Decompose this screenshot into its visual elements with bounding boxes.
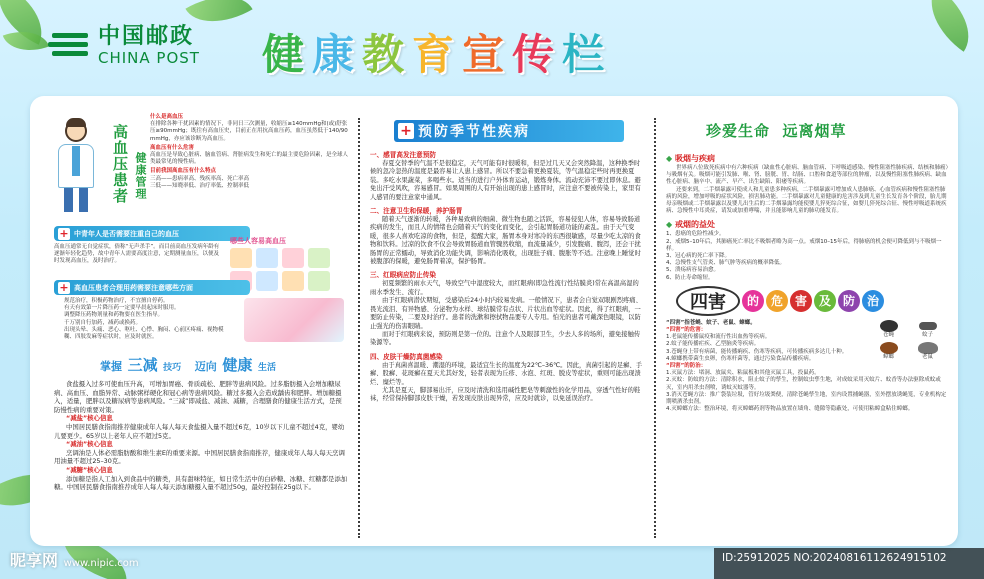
pests-prevention-heading: “四害”的防治： <box>666 363 707 370</box>
pests-prevention-item: 3.消灭苍蝇方法：推广袋装垃圾，管好垃圾粪便，清除苍蝇孳生地，室内设置捕蝇器，室外摆放诱蝇笼，专业机构定期喷洒杀虫剂。 <box>666 391 947 406</box>
pest-illustrations <box>866 320 946 363</box>
pests-harm-item: 3.苍蝇身上带有病菌，能传播痢疾、伤寒等疾病，可传播疾病多达几十种。 <box>666 348 848 355</box>
pests-harm-item: 4.蟑螂携带菌生虫卵，伤寒杆菌等，通过污染食品传播疾病。 <box>666 355 815 362</box>
risk-age-icon <box>282 271 304 291</box>
four-pests-title <box>676 286 950 316</box>
pest-label: 苍蝇 <box>882 331 894 338</box>
china-post-logo <box>48 26 200 66</box>
sugar-text: 添加糖是指人工加入到食品中的糖类，具有甜味特征，如日常生活中的白砂糖、冰糖、红糖都是添加糖。中国居民膳食指南推荐成年人每人每天添加糖摄入量不超过50g，最好控制在25g以下。 <box>54 474 348 492</box>
leaf-bullet-icon: ◆ <box>666 220 673 230</box>
section-text: 由于真菌喜温暖、潮湿的环境，最适宜生长的温度为22℃–36℃。因此，真菌引起的足癣、手癣、股癣、花斑癣在夏天尤其好发，轻者表现为丘疹、水泡、红斑、脱皮等症状，重则可能出现溃烂、糜烂等。 <box>370 361 643 386</box>
section-text: 尤其是夏天，脚部易出汗，应及时清洗和选用碱性肥皂等刺激性的化学用品，穿透气性好的鞋袜，经常保持脚部皮肤干燥，若发现皮肤出现异常，应及时就诊，以免延误治疗。 <box>370 386 641 403</box>
health-management-vertical-title: 健康管理 <box>134 152 147 200</box>
banner-label: 中青年人是否需要注重自己的血压 <box>74 229 179 238</box>
risk-stress-icon <box>282 248 304 268</box>
watermark-brand: 昵享网 www.nipic.com <box>10 551 139 570</box>
section-text: 初夏频繁的雨水天气，导致空气中湿度较大，而红眼病(即急性流行性结膜炎)常在高温高湿的雨水季发生、流行。 <box>370 280 639 296</box>
four-pests-title-char: 防 <box>838 290 860 312</box>
feature-line: 三高——患病率高、残疾率高、死亡率高 <box>150 175 250 182</box>
medical-cross-icon: + <box>398 123 414 139</box>
section-heading: 三、红眼病应防止传染 <box>370 271 436 280</box>
tip-item: 调整降压药物剂量和药物要在医生指导。 <box>64 312 164 319</box>
smoking-disease-heading: ◆ 吸烟与疾病 <box>666 154 715 163</box>
title-char: 教 <box>362 30 413 79</box>
title-char: 健 <box>262 30 313 79</box>
quit-item: 4、急慢性支气管炎、肺气肿等疾病的概率降低。 <box>666 260 786 267</box>
medication-banner <box>54 280 250 295</box>
pests-prevention-item: 1.灭鼠方法：堵洞、放鼠夹、粘鼠板和其他灭鼠工具，投鼠药。 <box>666 370 820 377</box>
section-text: 春夏交替季的气温不是很稳定，天气可能有时很暖和，但是过几天又会突然降温，这种换季时候的忽冷忽热的温度是最容易让人患上感冒。所以不要急着更换夏装，等气温稳定些时再更换夏装。多吃水果蔬菜，多喝些水。适当的进行户外体育运动，锻炼身体。流动充沛不要过即休息。避免出汗受风吹，容易感冒。如果周围的人有开始出现的患上感冒时，应注意不要被传染上，家里有人感冒的要注意家中通风。 <box>370 160 641 201</box>
young-adults-banner <box>54 226 250 241</box>
pest-label: 蚊子 <box>921 331 933 338</box>
risk-family-icon <box>256 271 278 291</box>
column-divider <box>358 118 360 538</box>
section-text: 而对于红眼病来说，预防则是第一位的。注意个人及眼部卫生，少去人多的场所，避免接触传染源等。 <box>370 330 641 347</box>
leaf-decoration <box>915 0 984 52</box>
middle-column <box>366 102 648 542</box>
page-title <box>262 22 612 82</box>
four-pests-big-text: 四害 <box>676 286 740 316</box>
medical-cross-icon: + <box>59 227 69 240</box>
cockroach-icon <box>880 342 898 354</box>
salt-text: 中国居民膳食指南推荐健康成年人每人每天食盐摄入量不超过6克，10岁以下儿童不超过4克，婴幼儿要更少。65岁以上老年人应不超过5克。 <box>54 422 345 440</box>
sugar-heading: “减糖”核心信息 <box>66 465 113 474</box>
medical-cross-icon: + <box>59 281 69 294</box>
smoking-disease-text: 世界病八位致死疾病中有六种疾病（缺血性心脏病、脑血管病、下呼吸道感染、慢性阻塞性肺疾病、结核和肺癌）与吸烟有关。吸烟可能引发肺、喉、肾、膀胱、胃、结肠、口腔和食道等部位的肿瘤，以及慢性阻塞性肺疾病、缺血性心脏病、脑卒中、流产、早产、出生缺陷、阳痿等疾病。 <box>666 165 949 186</box>
oil-text: 烹调油是人体必需脂肪酸和维生素E的重要来源。中国居民膳食指南推荐，健康成年人每人每天烹调用油量不超过25–30克。 <box>54 448 345 466</box>
china-post-emblem-icon <box>48 27 92 65</box>
pests-prevention-item: 2.灭蚊：防蚊的方法：清除积水，阻止蚊子的孳生，控制蚊虫孳生地，对成蚊采用灭蚊片、蚊香等办法驱除成蚊或灭，室内用杀虫剂喷，诱蚊灭蚊器等。 <box>666 377 941 391</box>
section-text: 由于红眼病潜伏期短，受感染后24小时内较易发病。一般情况下，患者会自觉双眼剧烈疼痛、畏光流泪、有异物感、分泌物为水样、球结膜常有点状、片状出血等症状。因此，得了红眼病，一要防止传染，二要及时治疗。患者的洗漱和擦拭物品要专人专用。怕光的患者可戴深色眼镜，以防止强光的伤害眼睛。 <box>370 297 642 330</box>
tobacco-headline: 珍爱生命 远离烟草 <box>706 122 847 140</box>
pests-harm-item: 2.蚊子能传播疟疾、乙型脑炎等疾病。 <box>666 341 760 348</box>
tip-item: 出现头晕、头痛、恶心、呕吐、心悸、胸闷、心前区疼痛、视物模糊、四肢发麻等症状时，应及时就医。 <box>64 326 224 341</box>
four-pests-title-char: 治 <box>862 290 884 312</box>
title-char: 宣 <box>462 30 513 79</box>
logo-english-text: CHINA POST <box>98 49 200 67</box>
fly-icon <box>880 320 898 332</box>
column-divider <box>654 118 656 538</box>
risk-alcohol-icon <box>308 248 330 268</box>
title-char: 传 <box>512 30 563 79</box>
quit-item: 3、冠心病的死亡率下降。 <box>666 253 731 260</box>
risk-inactive-icon <box>308 271 330 291</box>
banner-label: 预防季节性疾病 <box>418 124 530 140</box>
harm-title: 高血压有什么危害 <box>150 144 195 151</box>
watermark-id-text: ID:25912025 NO:20240816112624915102 <box>722 552 947 564</box>
quit-item: 5、溃疡病容易治愈。 <box>666 267 719 274</box>
section-text: 随着天气逐渐的转暖，各种易致病的细菌、微生物也随之活跃，容易侵犯人体，容易导致肠道疾病的发生，而且人的情绪也会随着天气的变化而变化，会引起胃肠道功能的紊乱。由于天气变暖，很多人喜欢吃凉的食物，但是，提醒大家，肠胃本身对寒冷的东西很敏感，尽量少吃太凉的食物和饮料。过凉的饮食不仅会导致胃肠道血管骤然收缩，血流量减少，引发腹痛、腹泻，还会干扰肠胃的正常蠕动，导致消化功能失调，影响消化吸收，出现肚子痛、腹胀等不适。注意晚上睡觉时被腹部的保暖，避免肠胃着凉，保护肠胃。 <box>370 216 641 266</box>
title-char: 栏 <box>562 30 613 79</box>
left-column <box>40 102 352 542</box>
doctor-illustration <box>54 120 96 220</box>
intro-text: 在排除各种干扰因素的情况下，非同日三次测量，收缩压≥140mmHg和(或)舒张压≥90mmHg；既往有高血压史，目前正在用抗高血压药，血压虽然低于140/90 mmHg，亦应该诊断为高血压。 <box>150 121 348 142</box>
second-hand-smoke-text: 还要来到，二手烟暴露可使成人和儿童患多种疾病，二手烟暴露可增加成人患肺癌、心血管疾病和慢性阻塞性肺病的风险，增加呼吸的症状风险，损害肺功能。二手烟暴露对儿童健康的危害涉及到儿童生长发育各个阶段，胎儿期母亲吸烟或二手烟暴露以及婴儿出生后的二手烟暴露均能使婴儿猝死综合征，如婴儿猝死综合征、慢性呼吸道系统疾病、急慢性中耳炎症，请发或加重哮喘，并且能影响儿童的肺功能发育。 <box>666 186 947 215</box>
pests-definition: “四害”指苍蝇、蚊子、老鼠、蟑螂。 <box>666 319 756 326</box>
section-heading: 四、皮肤干燥防真菌感染 <box>370 352 443 361</box>
quit-benefits-heading: ◆ 戒烟的益处 <box>666 220 715 230</box>
feature-line: 三低——知晓率低、治疗率低、控制率低 <box>150 182 250 189</box>
risk-obesity-icon <box>230 248 252 268</box>
harm-text: 高血压是导致心脏病、脑血管病、肾脏病发生和死亡的最主要危险因素，是全球人类最常见的慢性病。 <box>150 152 349 166</box>
four-pests-title-char: 害 <box>790 290 812 312</box>
leaf-bullet-icon: ◆ <box>666 154 673 163</box>
quit-item: 2、戒烟5–10年后，其肺癌死亡率比不吸烟者略为高一点。戒烟10–15年后，得肺癌的机会便可降低到与不吸烟一样。 <box>666 238 942 252</box>
banner-label: 高血压患者合理用药需要注意哪些方面 <box>74 283 193 292</box>
seasonal-disease-banner <box>394 120 624 142</box>
tip-item: 规范治疗，积极药物治疗，不宜擅自停药。 <box>64 298 169 304</box>
section-heading: 二、注意卫生和保暖，养护肠胃 <box>370 207 463 216</box>
three-reductions-heading: 掌握 三减 技巧 迈向 健康 生活 <box>100 356 276 374</box>
pest-label: 老鼠 <box>921 354 933 361</box>
mosquito-icon <box>919 322 937 330</box>
section-heading: 一、感冒高发注意预防 <box>370 151 436 159</box>
pests-harm-heading: “四害”的危害： <box>666 327 707 334</box>
four-pests-title-char: 的 <box>742 290 764 312</box>
four-pests-title-char: 及 <box>814 290 836 312</box>
risk-salt-icon <box>256 248 278 268</box>
title-char: 育 <box>412 30 463 79</box>
medication-photo <box>244 298 344 342</box>
young-adults-text: 高血压通常无自觉症状，俗称“无声杀手”。而目前高血压发病年龄有逐渐年轻化趋势，故中青年人需要高度注意，定期测量血压，以便及时发现高血压，及时治疗。 <box>54 244 220 265</box>
pests-harm-item: 1.老鼠能传播鼠疫和流行性出血热等疾病。 <box>666 334 771 341</box>
intro-title: 什么是高血压 <box>150 114 184 120</box>
title-char: 康 <box>312 30 363 79</box>
salt-heading: “减盐”核心信息 <box>66 414 113 423</box>
tip-item: 千万别自行加药，减药或换药。 <box>64 319 142 326</box>
quit-item: 6、防止寿命缩短。 <box>666 274 714 281</box>
watermark-id-bar <box>714 548 984 579</box>
pests-prevention-item: 4.灭蟑螂方法：整治环境，将灭蟑螂药剂等物品放置在墙角、缝隙等隐蔽处，可使用粘蟑盒粘住蟑螂。 <box>666 406 914 413</box>
four-pests-title-char: 危 <box>766 290 788 312</box>
rat-icon <box>918 342 938 354</box>
logo-chinese-text: 中国邮政 <box>98 24 195 49</box>
quit-item: 1、患癌的危险性减少。 <box>666 231 725 238</box>
risk-group-title: 哪些人容易高血压 <box>230 237 286 245</box>
feature-title: 目前我国高血压有什么特点 <box>150 168 217 175</box>
three-reductions-text: 食盐摄入过多可使血压升高，可增加胃癌、骨质疏松、肥胖等患病风险。过多脂肪摄入会增加糖尿病、高血压、血脂异常、动脉粥样硬化和冠心病等患病风险。糖过多摄入会造成龋齿和肥胖。增加糖摄入，适量，肥胖以及糖尿病等患病风险。“三减”即减盐、减油、减糖，合理膳食的健康生活方式，是预防慢性病的重要对策。 <box>54 380 342 414</box>
tip-item: 有天有效第一片降压药一定要早晨起床时服用。 <box>64 305 180 312</box>
pest-label: 蟑螂 <box>882 354 894 361</box>
oil-heading: “减油”核心信息 <box>66 440 113 449</box>
right-column <box>660 102 954 542</box>
hypertension-vertical-title: 高血压患者 <box>111 124 129 204</box>
